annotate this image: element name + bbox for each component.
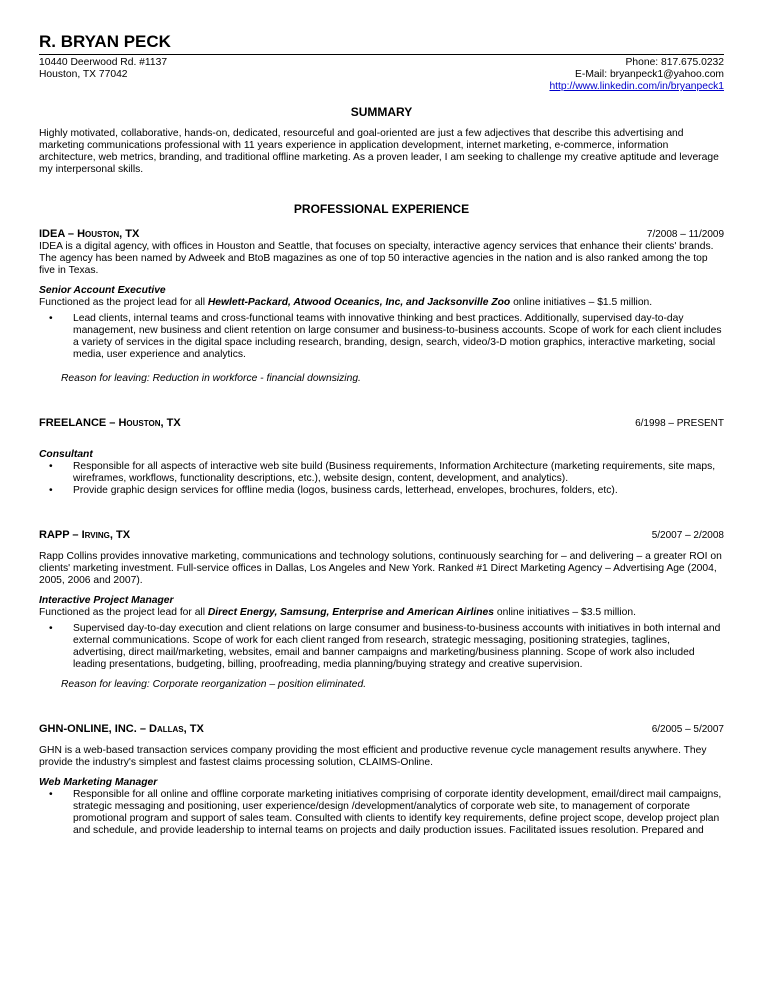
company-description: IDEA is a digital agency, with offices in Houston and Seattle, that focuses on specialty, interactive agency services that enhance their clients' brands. The agency has been named by Adweek and BtoB magazines as one of top 50 interactive agencies in the nation and is also ranked among the top five in Texas.: [39, 241, 714, 276]
list-item: • Lead clients, internal teams and cross-functional teams with innovative thinking and best practices. Additionally, supervised day-to-day management, new business and client retention on large consumer and business-to-business accounts. Scope of work for each client includes a variety of services in the digital space including research, branding, design, search, video/3-D motion graphics, interactive marketing, social media, user experience and analytics.: [39, 313, 724, 361]
list-item: • Provide graphic design services for offline media (logos, business cards, letterhead, envelopes, brochures, folders, etc).: [39, 485, 724, 497]
company-location: Houston, TX: [77, 228, 140, 240]
lead-line: [39, 607, 724, 619]
job-header-idea: [39, 228, 724, 241]
list-item: • Responsible for all aspects of interactive web site build (Business requirements, Information Architecture (marketing requirements, site maps, wireframes, workflows, functionality descriptions, etc.), website design, content, development, and analytics).: [39, 461, 724, 485]
company-location: Houston, TX: [118, 417, 181, 429]
address-line-1: 10440 Deerwood Rd. #1137: [39, 57, 168, 68]
resume-page: [39, 32, 724, 837]
lead-prefix: Functioned as the project lead for all: [39, 297, 205, 308]
lead-clients: Direct Energy, Samsung, Enterprise and American Airlines: [207, 607, 494, 618]
company-location: Dallas, TX: [149, 723, 204, 735]
contact-details: [549, 57, 724, 93]
lead-prefix: Functioned as the project lead for all: [39, 607, 205, 618]
job-role: Senior Account Executive: [39, 285, 166, 296]
lead-suffix: online initiatives – $1.5 million.: [510, 297, 653, 308]
summary-text: Highly motivated, collaborative, hands-on, dedicated, resourceful and goal-oriented are just a few adjectives that describe this advertising and marketing communications professional with 11 years experience in application development, internet marketing, e-commerce, information architecture, web metrics, branding, and traditional offline marketing. As a proven leader, I am seeking to challenge my creative aptitude and leverage my interpersonal skills.: [39, 128, 719, 175]
header-rule: [39, 54, 724, 55]
job-dates: 6/1998 – PRESENT: [635, 418, 724, 429]
address-line-2: Houston, TX 77042: [39, 69, 128, 80]
phone: Phone: 817.675.0232: [625, 57, 724, 68]
job-header-freelance: [39, 417, 724, 430]
company-description: Rapp Collins provides innovative marketing, communications and technology solutions, continuously searching for – and delivering – a greater ROI on clients' marketing investment. Full-service offices in Dallas, Los Angeles and New York. Ranked #1 Direct Marketing Agency – Advertising Age (2004, 2005, 2006 and 2007).: [39, 551, 722, 586]
experience-title: PROFESSIONAL EXPERIENCE: [293, 202, 470, 216]
reason-for-leaving: Reason for leaving: Reduction in workforce - financial downsizing.: [61, 373, 361, 384]
list-item: • Supervised day-to-day execution and client relations on large consumer and business-to-business accounts with initiatives in both internal and external communications. Scope of work for each client ranged from research, strategic messaging, positioning strategies, taglines, advertising, direct mail/marketing, websites, email and banner campaigns and marketing/business planning. Scope of work also included leading presentations, budgeting, billing, proofreading, media planning/buying strategy and creative supervision.: [39, 623, 724, 671]
job-role: Web Marketing Manager: [39, 777, 158, 788]
job-dates: 7/2008 – 11/2009: [646, 229, 724, 240]
company-name: RAPP –: [39, 529, 79, 541]
lead-suffix: online initiatives – $3.5 million.: [494, 607, 636, 618]
bullet-list: [39, 313, 724, 361]
company-description: GHN is a web-based transaction services company providing the most efficient and productive revenue cycle management results anywhere. They provide the industry's simplest and fastest claims processing solution, CLAIMS-Online.: [39, 745, 707, 768]
candidate-name: R. BRYAN PECK: [39, 32, 171, 51]
job-dates: 6/2005 – 5/2007: [651, 724, 724, 735]
summary-title: SUMMARY: [350, 105, 413, 119]
job-role: Consultant: [39, 449, 93, 460]
linkedin-link[interactable]: http://www.linkedin.com/in/bryanpeck1: [549, 81, 724, 92]
company-name: GHN-ONLINE, INC. –: [39, 723, 146, 735]
address: [39, 57, 167, 93]
company-location: Irving, TX: [81, 529, 131, 541]
reason-for-leaving: Reason for leaving: Corporate reorganization – position eliminated.: [61, 679, 367, 690]
job-header-ghn: [39, 723, 724, 736]
job-dates: 5/2007 – 2/2008: [651, 530, 724, 541]
lead-clients: Hewlett-Packard, Atwood Oceanics, Inc, and Jacksonville Zoo: [207, 297, 511, 308]
bullet-list: [39, 461, 724, 497]
email: E-Mail: bryanpeck1@yahoo.com: [575, 69, 724, 80]
bullet-list: [39, 789, 724, 837]
list-item: • Responsible for all online and offline corporate marketing initiatives comprising of corporate identity development, email/direct mail campaigns, strategic messaging and positioning, user experience/design /development/analytics of corporate web site, to management of corporate promotional program and support of sales team. Consulted with clients to identify key requirements, define project scope, develop project plan and schedule, and provide leadership to internal teams on projects and daily production issues. Facilitated issues resolution. Prepared and: [39, 789, 724, 837]
job-role: Interactive Project Manager: [39, 595, 174, 606]
lead-line: [39, 297, 724, 309]
contact-block: [39, 57, 724, 93]
company-name: FREELANCE –: [39, 417, 116, 429]
job-header-rapp: [39, 529, 724, 542]
company-name: IDEA –: [39, 228, 75, 240]
bullet-list: [39, 623, 724, 671]
